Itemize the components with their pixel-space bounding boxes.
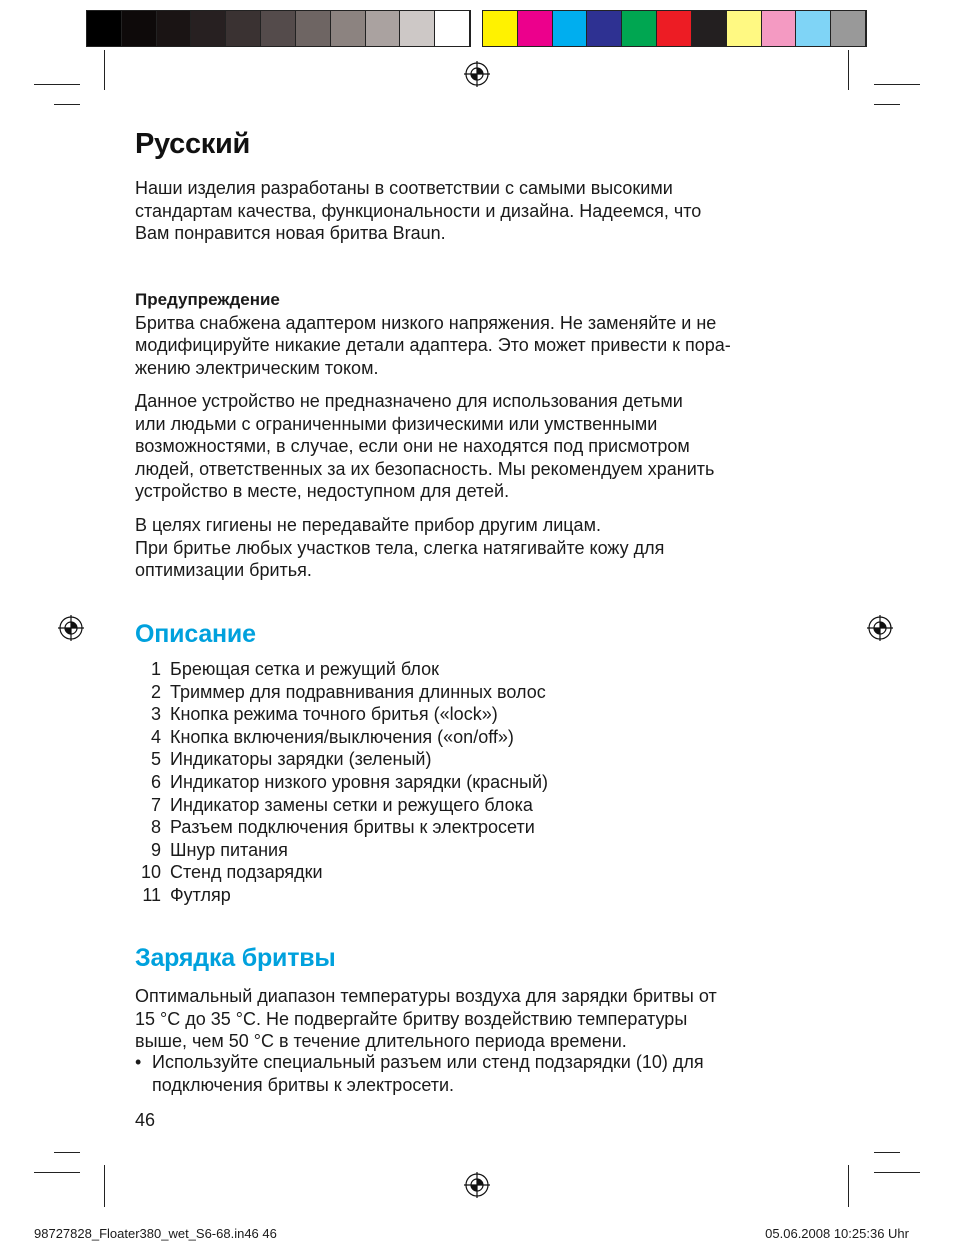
- color-swatch: [831, 11, 866, 46]
- list-item-text: Футляр: [170, 884, 231, 905]
- intro-paragraph: [135, 177, 701, 245]
- list-item-text: Индикатор низкого уровня зарядки (красный): [170, 771, 549, 792]
- children-paragraph: [135, 390, 714, 503]
- list-item: [135, 726, 548, 749]
- list-item: [135, 748, 548, 771]
- color-swatch: [87, 11, 122, 46]
- page-title: Русский: [135, 128, 251, 160]
- crop-mark: [874, 104, 900, 105]
- crop-mark: [34, 84, 80, 85]
- color-swatch: [727, 11, 762, 46]
- color-swatch: [518, 11, 553, 46]
- list-item-text: Стенд подзарядки: [170, 862, 323, 883]
- color-swatch: [762, 11, 797, 46]
- list-item-number: 5: [150, 749, 161, 770]
- text-line: Оптимальный диапазон температуры воздуха для зарядки бритвы от: [135, 986, 717, 1006]
- list-item-number: 6: [150, 771, 161, 792]
- color-swatch: [331, 11, 366, 46]
- text-line: Данное устройство не предназначено для использования детьми: [135, 391, 683, 411]
- text-line: устройство в месте, недоступном для детей.: [135, 481, 510, 502]
- crop-mark: [848, 1165, 849, 1207]
- color-swatch: [587, 11, 622, 46]
- registration-mark-icon: [58, 615, 84, 641]
- list-item-number: 10: [140, 862, 161, 883]
- text-line: подключения бритвы к электросети.: [152, 1074, 455, 1095]
- color-swatch: [553, 11, 588, 46]
- text-line: 15 °C до 35 °C. Не подвергайте бритву воздействию температуры: [135, 1008, 688, 1029]
- text-line: жению электрическим током.: [135, 357, 379, 378]
- text-line: Бритва снабжена адаптером низкого напряжения. Не заменяйте и не: [135, 312, 717, 333]
- list-item-number: 11: [142, 884, 161, 905]
- list-item-number: 3: [150, 704, 161, 725]
- color-swatch: [483, 11, 518, 46]
- crop-mark: [54, 1152, 80, 1153]
- text-line: Вам понравится новая бритва Braun.: [135, 223, 446, 244]
- color-swatch: [226, 11, 261, 46]
- hygiene-paragraph: [135, 514, 664, 582]
- crop-mark: [104, 50, 105, 90]
- list-item-text: Триммер для подравнивания длинных волос: [170, 681, 546, 702]
- list-item-number: 1: [150, 659, 161, 679]
- color-swatch: [657, 11, 692, 46]
- list-item-number: 8: [150, 817, 161, 838]
- color-swatch: [435, 11, 470, 46]
- crop-mark: [874, 1152, 900, 1153]
- bullet-symbol: •: [135, 1052, 142, 1072]
- list-item: [135, 884, 548, 907]
- list-item: [135, 658, 548, 681]
- footer-timestamp: 05.06.2008 10:25:36 Uhr: [765, 1226, 909, 1241]
- text-line: оптимизации бритья.: [135, 560, 312, 581]
- text-line: В целях гигиены не передавайте прибор другим лицам.: [135, 515, 601, 535]
- text-line: модифицируйте никакие детали адаптера. Это может привести к пора-: [135, 335, 731, 356]
- list-item: [135, 771, 548, 794]
- color-swatch: [366, 11, 401, 46]
- crop-mark: [104, 1165, 105, 1207]
- list-item: [135, 794, 548, 817]
- description-heading: Описание: [135, 620, 256, 648]
- list-item-number: 4: [150, 726, 161, 747]
- list-item: [135, 681, 548, 704]
- color-swatch: [261, 11, 296, 46]
- charging-paragraph: [135, 985, 717, 1053]
- text-line: При бритье любых участков тела, слегка натягивайте кожу для: [135, 537, 665, 558]
- warning-heading: Предупреждение: [135, 290, 280, 309]
- list-item: [135, 816, 548, 839]
- text-line: Наши изделия разработаны в соответствии с самыми высокими: [135, 178, 673, 198]
- text-line: или людьми с ограниченными физическими или умственными: [135, 413, 658, 434]
- list-item: [135, 861, 548, 884]
- text-line: выше, чем 50 °C в течение длительного периода времени.: [135, 1031, 627, 1052]
- list-item-text: Разъем подключения бритвы к электросети: [170, 817, 535, 838]
- list-item-text: Индикатор замены сетки и режущего блока: [170, 794, 533, 815]
- color-swatch: [157, 11, 192, 46]
- color-swatch: [191, 11, 226, 46]
- crop-mark: [874, 1172, 920, 1173]
- charging-bullet: [135, 1051, 704, 1096]
- grayscale-color-bar: [86, 10, 471, 47]
- page-number: 46: [135, 1110, 156, 1130]
- charging-heading: Зарядка бритвы: [135, 944, 336, 972]
- footer-file-info: 98727828_Floater380_wet_S6-68.in46 46: [34, 1226, 277, 1241]
- color-swatch: [692, 11, 727, 46]
- text-line: Используйте специальный разъем или стенд подзарядки (10) для: [152, 1052, 704, 1072]
- crop-mark: [54, 104, 80, 105]
- color-swatch: [122, 11, 157, 46]
- crop-mark: [848, 50, 849, 90]
- color-swatch: [622, 11, 657, 46]
- crop-mark: [34, 1172, 80, 1173]
- list-item-number: 7: [150, 794, 161, 815]
- color-swatch: [796, 11, 831, 46]
- list-item: [135, 703, 548, 726]
- color-swatch: [400, 11, 435, 46]
- warning-section: [135, 289, 731, 379]
- parts-list: [135, 658, 548, 907]
- list-item: [135, 839, 548, 862]
- text-line: возможностями, в случае, если они не находятся под присмотром: [135, 436, 690, 457]
- registration-mark-icon: [867, 615, 893, 641]
- list-item-text: Кнопка режима точного бритья («lock»): [170, 704, 498, 725]
- list-item-text: Шнур питания: [170, 839, 288, 860]
- list-item-text: Кнопка включения/выключения («on/off»): [170, 726, 514, 747]
- list-item-number: 2: [150, 681, 161, 702]
- text-line: стандартам качества, функциональности и дизайна. Надеемся, что: [135, 200, 702, 221]
- process-color-bar: [482, 10, 867, 47]
- registration-mark-icon: [464, 1172, 490, 1198]
- list-item-number: 9: [150, 839, 161, 860]
- list-item-text: Индикаторы зарядки (зеленый): [170, 749, 432, 770]
- crop-mark: [874, 84, 920, 85]
- color-swatch: [296, 11, 331, 46]
- text-line: людей, ответственных за их безопасность. Мы рекомендуем хранить: [135, 458, 715, 479]
- list-item-text: Бреющая сетка и режущий блок: [170, 659, 439, 679]
- registration-mark-icon: [464, 61, 490, 87]
